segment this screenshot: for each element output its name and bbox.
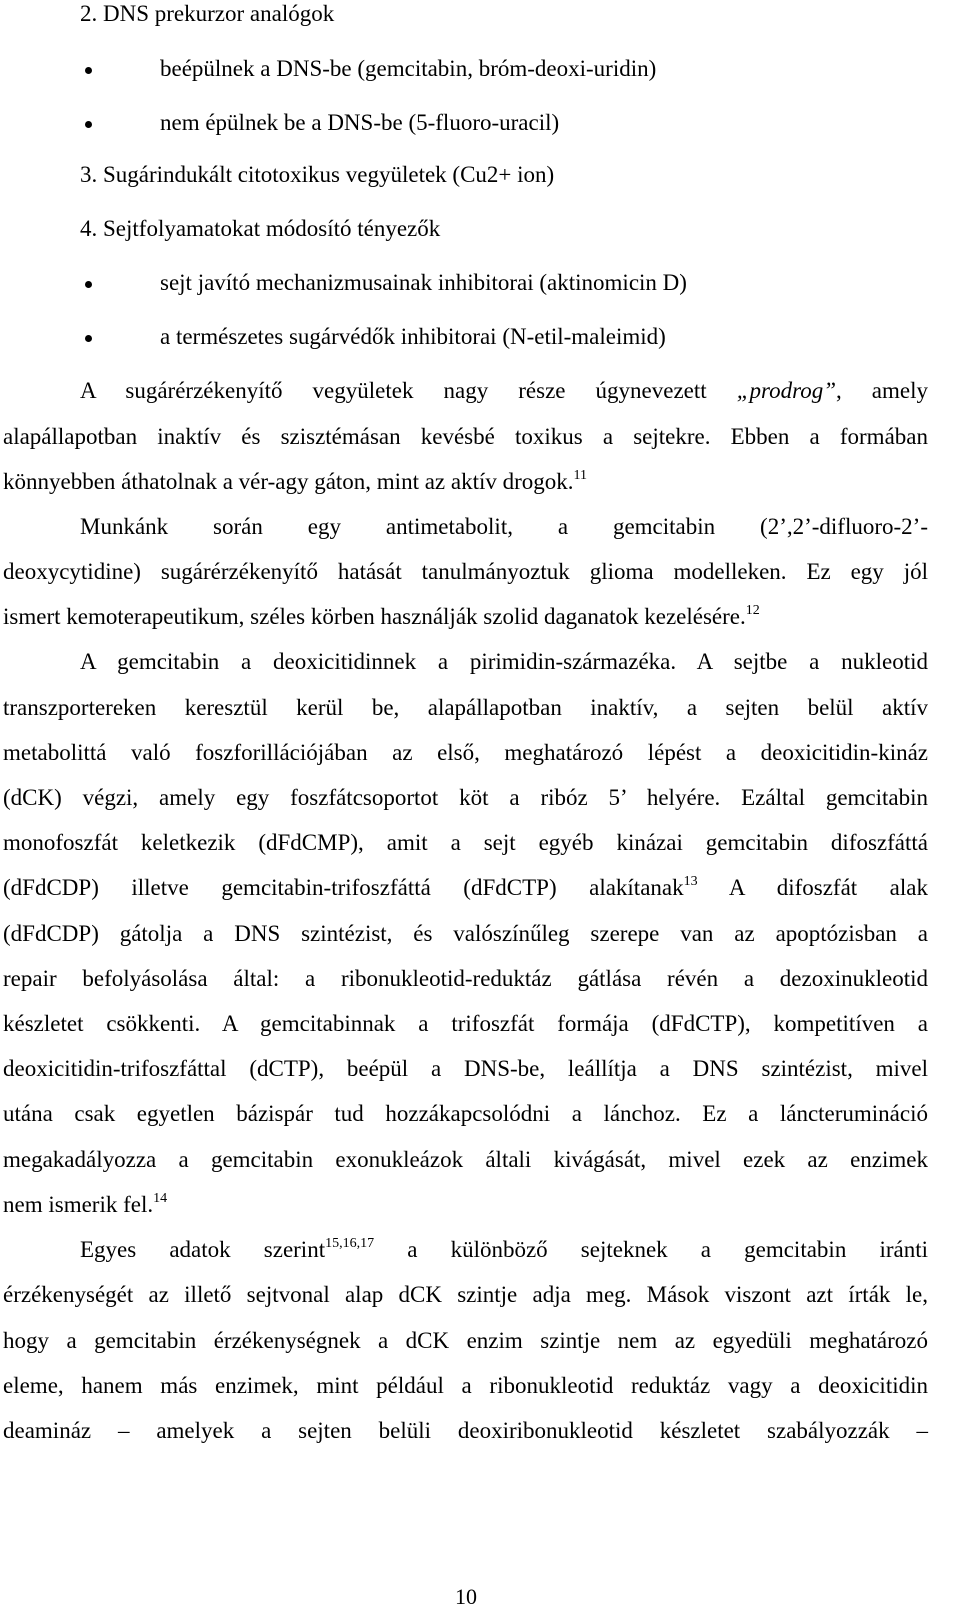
list-item-2: 2. DNS prekurzor analógok (80, 1, 335, 26)
list-bullet-item: sejt javító mechanizmusainak inhibitorai (aktinomicin D) (160, 270, 687, 295)
paragraph-line: A gemcitabin a deoxicitidinnek a pirimidin-származéka. A sejtbe a nukleotid (80, 649, 928, 674)
paragraph-line: megakadályozza a gemcitabin exonukleázok általi kivágását, mivel ezek az enzimek (3, 1147, 928, 1172)
paragraph-line: repair befolyásolása által: a ribonukleotid-reduktáz gátlása révén a dezoxinukleotid (3, 966, 928, 991)
paragraph-line: eleme, hanem más enzimek, mint például a ribonukleotid reduktáz vagy a deoxicitidin (3, 1373, 928, 1398)
bullet-icon (85, 335, 92, 342)
footnote-ref: 13 (683, 874, 698, 889)
paragraph-line: deamináz – amelyek a sejten belüli deoxiribonukleotid készletet szabályozzák – (3, 1418, 928, 1443)
list-item-4: 4. Sejtfolyamatokat módosító tényezők (80, 216, 441, 241)
paragraph-line: készletet csökkenti. A gemcitabinnak a trifoszfát formája (dFdCTP), kompetitíven a (3, 1011, 928, 1036)
paragraph-line: monofoszfát keletkezik (dFdCMP), amit a sejt egyéb kinázai gemcitabin difoszfáttá (3, 830, 928, 855)
prodrog-term: „prodrog” (736, 378, 836, 403)
bullet-icon (85, 121, 92, 128)
footnote-ref: 11 (573, 468, 588, 483)
paragraph-line: könnyebben áthatolnak a vér-agy gáton, mint az aktív drogok.$^{11}$ (3, 468, 588, 494)
paragraph-line: utána csak egyetlen bázispár tud hozzákapcsolódni a lánchoz. Ez a láncterumináció (3, 1101, 928, 1126)
paragraph-line: A sugárérzékenyítő vegyületek nagy része úgynevezett „prodrog”, amely (80, 378, 928, 403)
paragraph-line: deoxicitidin-trifoszfáttal (dCTP), beépül a DNS-be, leállítja a DNS szintézist, mivel (3, 1056, 928, 1081)
paragraph-line: transzportereken keresztül kerül be, alapállapotban inaktív, a sejten belül aktív (3, 695, 928, 720)
bullet-icon (85, 67, 92, 74)
footnote-ref: 12 (745, 603, 760, 618)
paragraph-line: (dFdCDP) gátolja a DNS szintézist, és valószínűleg szerepe van az apoptózisban a (3, 921, 928, 946)
footnote-ref: 15,16,17 (325, 1236, 375, 1251)
paragraph-line: nem ismerik fel.$^{14}$ (3, 1191, 168, 1217)
list-bullet-item: nem épülnek be a DNS-be (5-fluoro-uracil) (160, 110, 560, 135)
paragraph-line: metabolittá való foszforillációjában az első, meghatározó lépést a deoxicitidin-kináz (3, 740, 928, 765)
bullet-icon (85, 281, 92, 288)
paragraph-line: (dCK) végzi, amely egy foszfátcsoportot köt a ribóz 5’ helyére. Ezáltal gemcitabin (3, 785, 928, 810)
paragraph-line: Egyes adatok szerint$^{15,16,17}$ a különböző sejteknek a gemcitabin iránti (80, 1236, 928, 1262)
paragraph-line: ismert kemoterapeutikum, széles körben használják szolid daganatok kezelésére.$^{12}$ (3, 603, 760, 629)
paragraph-line: alapállapotban inaktív és szisztémásan kevésbé toxikus a sejtekre. Ebben a formában (3, 424, 928, 449)
paragraph-line: hogy a gemcitabin érzékenységnek a dCK enzim szintje nem az egyedüli meghatározó (3, 1328, 928, 1353)
list-item-3: 3. Sugárindukált citotoxikus vegyületek (Cu2+ ion) (80, 162, 555, 187)
paragraph-line: érzékenységét az illető sejtvonal alap dCK szintje adja meg. Mások viszont azt írták le, (3, 1282, 928, 1307)
page-number: 10 (455, 1584, 477, 1609)
list-bullet-item: beépülnek a DNS-be (gemcitabin, bróm-deoxi-uridin) (160, 56, 657, 81)
paragraph-line: Munkánk során egy antimetabolit, a gemcitabin (2’,2’-difluoro-2’- (80, 514, 928, 539)
list-bullet-item: a természetes sugárvédők inhibitorai (N-etil-maleimid) (160, 324, 666, 349)
footnote-ref: 14 (153, 1191, 168, 1206)
paragraph-line: (dFdCDP) illetve gemcitabin-trifoszfáttá (dFdCTP) alakítanak$^{13}$ A difoszfát alak (3, 874, 928, 900)
paragraph-line: deoxycytidine) sugárérzékenyítő hatását tanulmányoztuk glioma modelleken. Ez egy jól (3, 559, 928, 584)
